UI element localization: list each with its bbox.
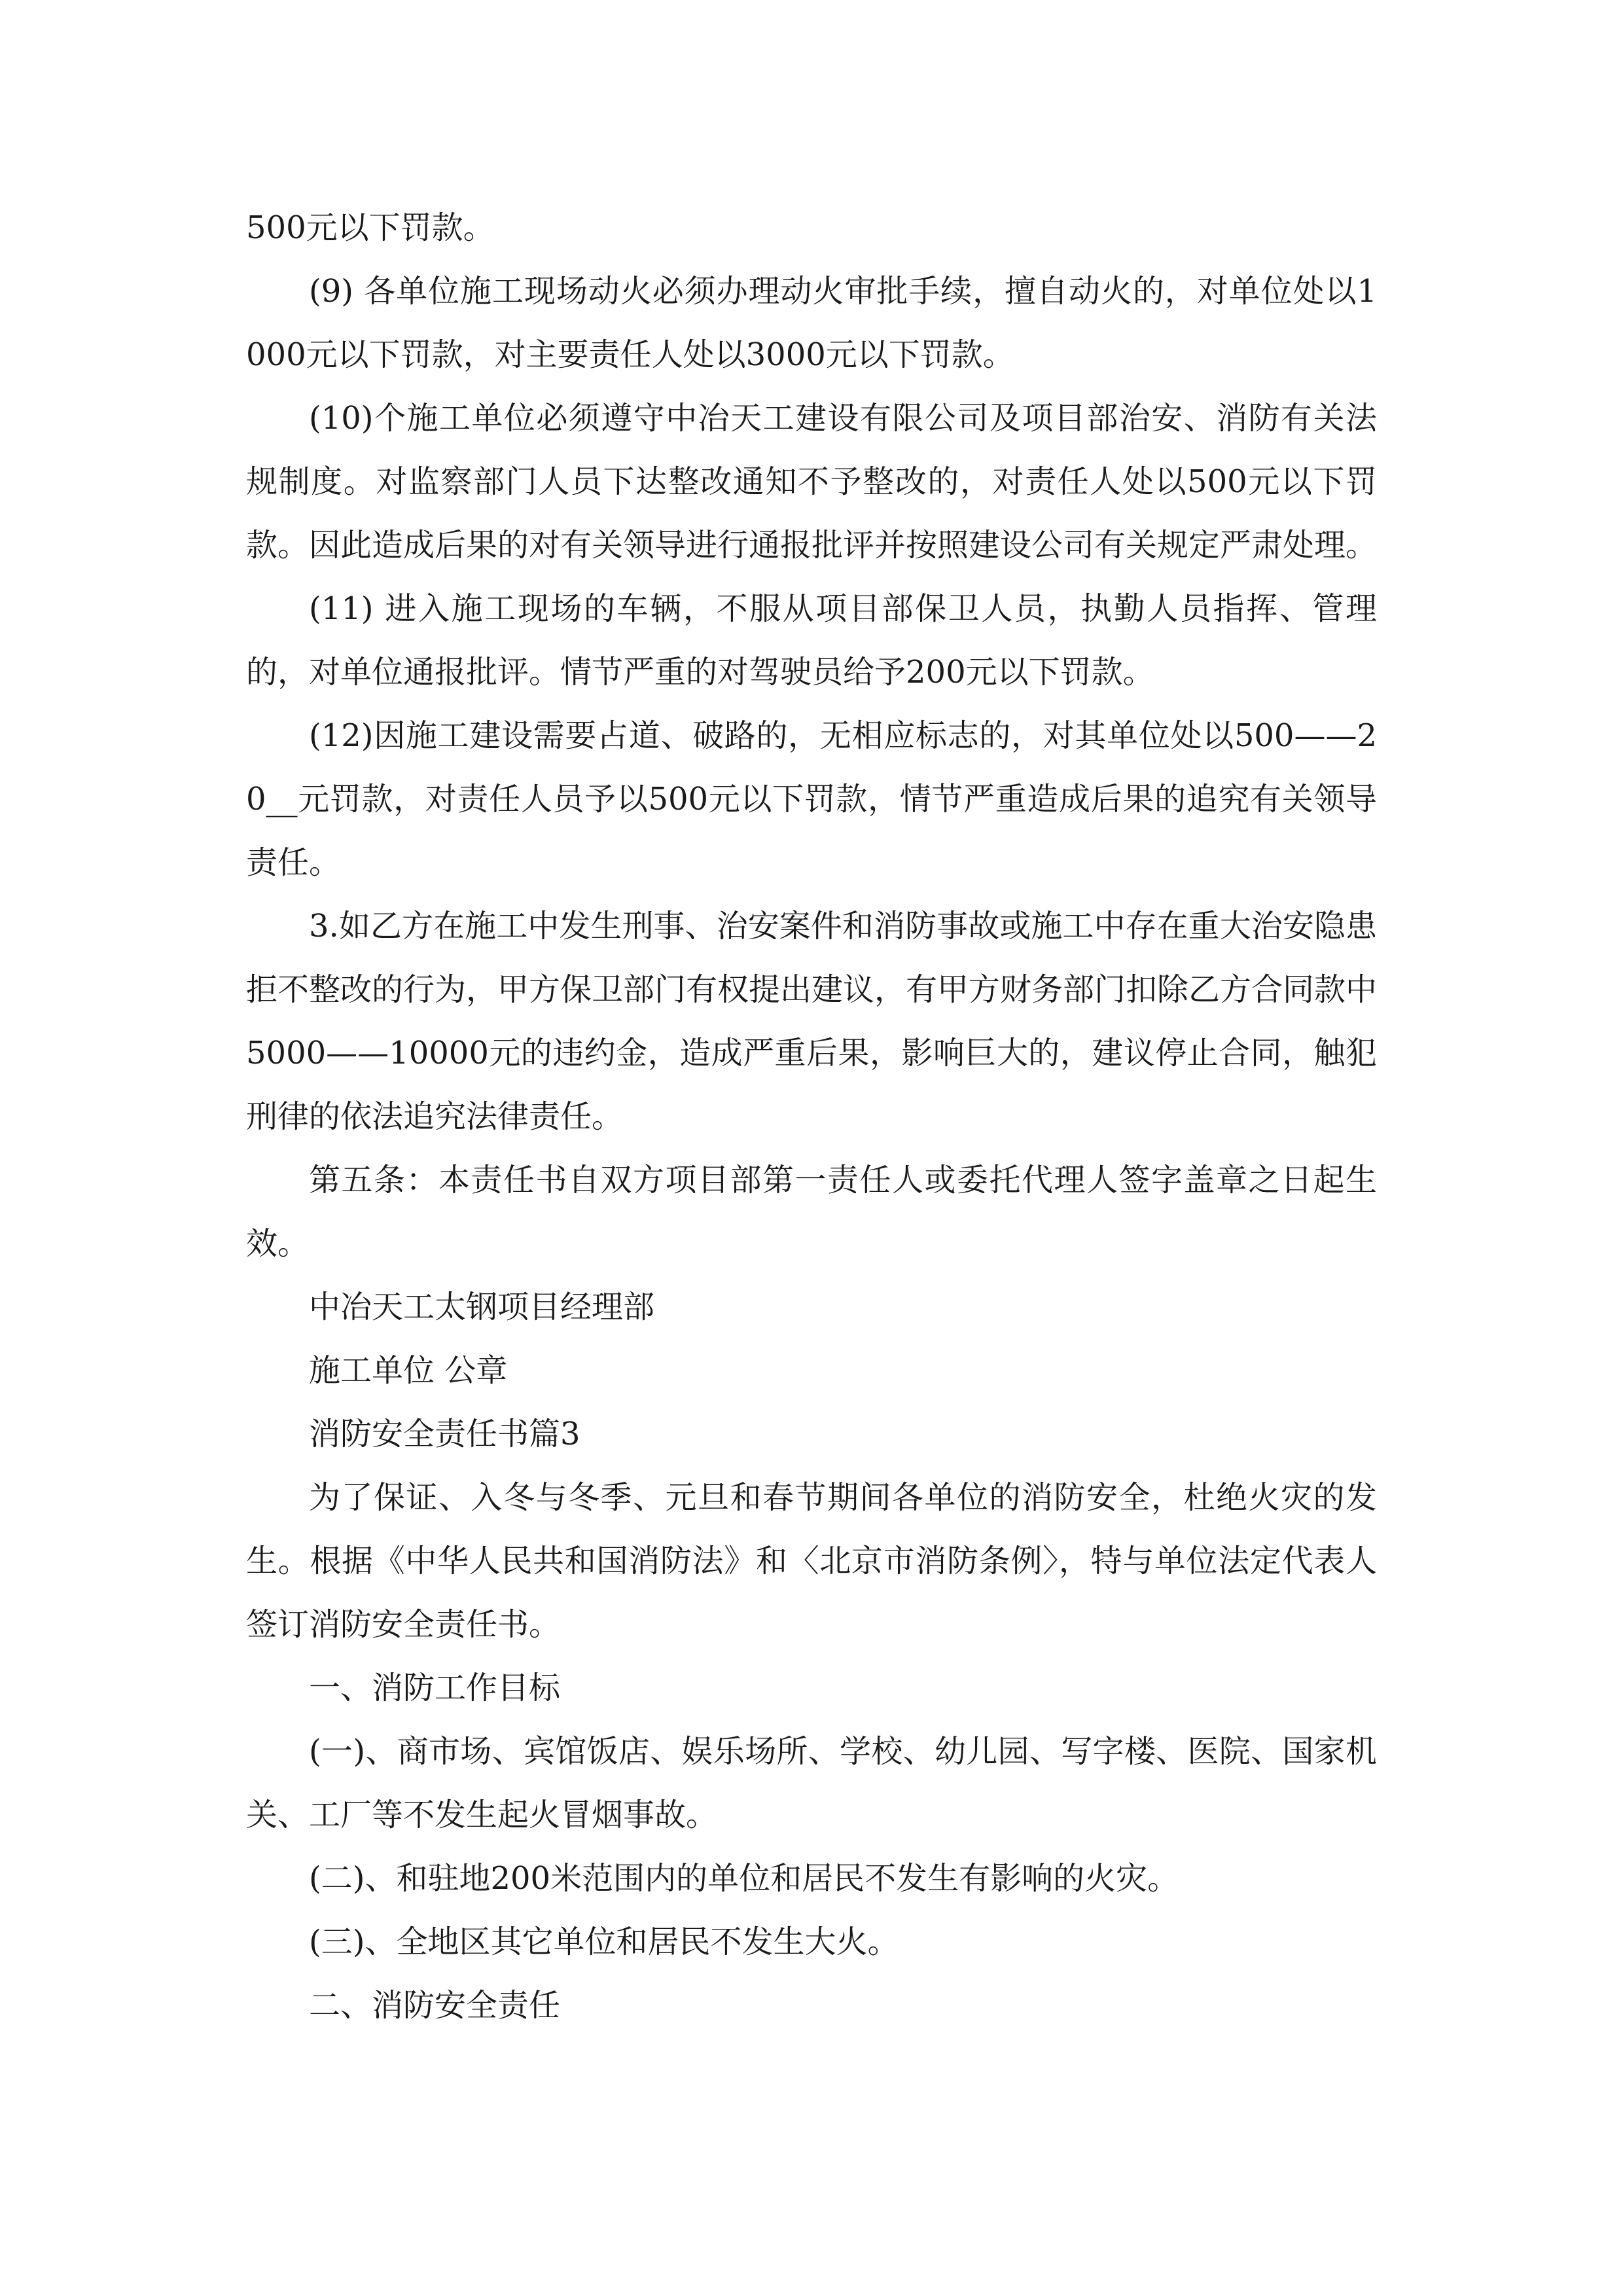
goal-item-2: (二)、和驻地200米范围内的单位和居民不发生有影响的火灾。	[309, 1860, 1179, 1897]
goal-item-3: (三)、全地区其它单位和居民不发生大火。	[309, 1924, 899, 1960]
paragraph-article-5: 第五条：本责任书自双方项目部第一责任人或委托代理人签字盖章之日起生效。	[246, 1162, 1377, 1262]
heading-fire-responsibility: 二、消防安全责任	[309, 1987, 561, 2024]
paragraph-intro: 为了保证、入冬与冬季、元旦和春节期间各单位的消防安全，杜绝火灾的发生。根据《中华人民共和国消防法》和〈北京市消防条例〉，特与单位法定代表人签订消防安全责任书。	[246, 1479, 1377, 1643]
paragraph-item-11: (11) 进入施工现场的车辆，不服从项目部保卫人员，执勤人员指挥、管理的，对单位通报批评。情节严重的对驾驶员给予200元以下罚款。	[246, 590, 1377, 691]
paragraph-item-12: (12)因施工建设需要占道、破路的，无相应标志的，对其单位处以500——20__元罚款，对责任人员予以500元以下罚款，情节严重造成后果的追究有关领导责任。	[246, 717, 1377, 881]
signatory-construction-unit: 施工单位 公章	[309, 1352, 508, 1389]
paragraph-item-9: (9) 各单位施工现场动火必须办理动火审批手续，擅自动火的，对单位处以1000元以下罚款，对主要责任人处以3000元以下罚款。	[246, 273, 1377, 373]
paragraph-item-10: (10)个施工单位必须遵守中冶天工建设有限公司及项目部治安、消防有关法规制度。对监察部门人员下达整改通知不予整改的，对责任人处以500元以下罚款。因此造成后果的对有关领导进行通报批评并按照建设公司有关规定严肃处理。	[246, 400, 1378, 564]
heading-fire-goals: 一、消防工作目标	[309, 1670, 561, 1706]
paragraph-clause-3: 3.如乙方在施工中发生刑事、治安案件和消防事故或施工中存在重大治安隐患拒不整改的行为，甲方保卫部门有权提出建议，有甲方财务部门扣除乙方合同款中5000——10000元的违约金，造成严重后果，影响巨大的，建议停止合同，触犯刑律的依法追究法律责任。	[246, 908, 1378, 1135]
signatory-project-department: 中冶天工太钢项目经理部	[309, 1289, 655, 1325]
document-body	[246, 196, 1377, 2037]
section-heading: 消防安全责任书篇3	[309, 1416, 580, 1452]
goal-item-1: (一)、商市场、宾馆饭店、娱乐场所、学校、幼儿园、写字楼、医院、国家机关、工厂等不发生起火冒烟事故。	[246, 1733, 1377, 1833]
paragraph-fine-500: 500元以下罚款。	[246, 209, 495, 246]
